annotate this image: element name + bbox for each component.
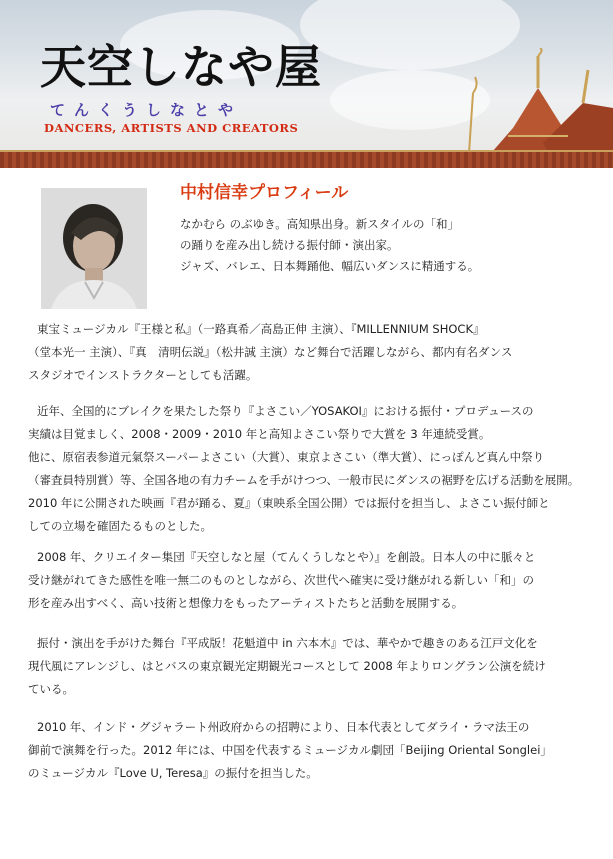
paragraph-line: ている。 [28,682,74,696]
paragraph-line: 実績は目覚ましく、2008・2009・2010 年と高知よさこい祭りで大賞を 3 年連続受賞。 [28,427,491,441]
paragraph-line: スタジオでインストラクターとしても活躍。 [28,368,258,382]
paragraph-line: 受け継がれてきた感性を唯一無二のものとしながら、次世代へ確実に受け継がれる新しい「和」の [28,573,534,587]
profile-intro [180,214,479,277]
paragraph-line: （審査員特別賞）等、全国各地の有力チームを手がけつつ、一般市民にダンスの裾野を広げる活動を展開。 [28,473,580,487]
paragraph-line: 近年、全国的にブレイクを果たした祭り『よさこい／YOSAKOI』における振付・プロデュースの [37,404,534,418]
header-banner [0,0,613,168]
paragraph-line: 2008 年、クリエイター集団『天空しなと屋（てんくうしなとや）』を創設。日本人の中に脈々と [37,550,536,564]
paragraph-career [28,318,512,387]
paragraph-oiran [28,632,546,701]
paragraph-line: 御前で演舞を行った。2012 年には、中国を代表するミュージカル劇団「Beijing Oriental Songlei」 [28,743,552,757]
logo-tagline: DANCERS, ARTISTS AND CREATORS [44,121,299,135]
paragraph-line: しての立場を確固たるものとした。 [28,519,212,533]
logo-title: 天空しなや屋 [40,40,322,94]
paragraph-line: 形を産み出すべく、高い技術と想像力をもったアーティストたちと活動を展開する。 [28,596,464,610]
paragraph-line: 東宝ミュージカル『王様と私』（一路真希／高島正伸 主演）、『MILLENNIUM SHOCK』 [37,322,485,336]
paragraph-international [28,716,552,785]
paragraph-line: のミュージカル『Love U, Teresa』の振付を担当した。 [28,766,318,780]
paragraph-line: 2010 年、インド・グジャラート州政府からの招聘により、日本代表としてダライ・ラマ法王の [37,720,530,734]
logo-kana: てんくうしなとや [50,101,243,119]
paragraph-yosakoi [28,400,579,538]
intro-line: なかむら のぶゆき。高知県出身。新スタイルの「和」 [180,217,459,231]
paragraph-line: 振付・演出を手がけた舞台『平成版！花魁道中 in 六本木』では、華やかで趣きのある江戸文化を [37,636,538,650]
profile-photo [41,188,147,309]
paragraph-line: 他に、原宿表参道元氣祭スーパーよさこい（大賞）、東京よさこい（準大賞）、にっぽんど真ん中祭り [28,450,545,464]
intro-line: の踊りを産み出し続ける振付師・演出家。 [180,238,399,252]
roof-tile-band [0,150,613,168]
intro-line: ジャズ、バレエ、日本舞踊他、幅広いダンスに精通する。 [180,259,480,273]
paragraph-line: （堂本光一 主演）、『真 清明伝説』（松井誠 主演）など舞台で活躍しながら、都内有名ダンス [28,345,513,359]
paragraph-line: 現代風にアレンジし、はとバスの東京観光定期観光コースとして 2008 年よりロングラン公演を続け [28,659,546,673]
paragraph-founding [28,546,535,615]
profile-title: 中村信幸プロフィール [180,183,349,203]
paragraph-line: 2010 年に公開された映画『君が踊る、夏』（東映系全国公開）では振付を担当し、よさこい振付師と [28,496,550,510]
